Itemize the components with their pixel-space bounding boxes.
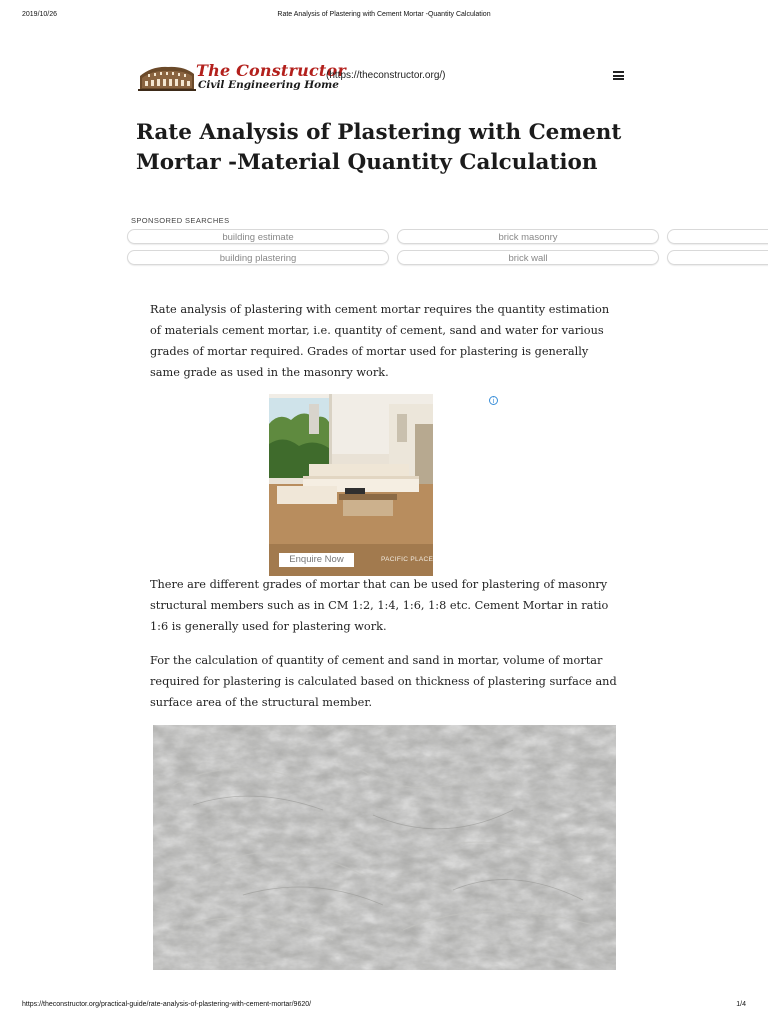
- ad-enquire-button[interactable]: Enquire Now: [279, 553, 354, 567]
- sponsored-chip-building-estimate[interactable]: building estimate: [127, 229, 389, 244]
- ad-living-room-photo: [269, 394, 433, 576]
- logo-tagline: Civil Engineering Home: [198, 79, 339, 91]
- print-header: [0, 11, 768, 23]
- site-url-link[interactable]: (https://theconstructor.org/): [326, 70, 446, 81]
- plaster-texture-image: [153, 725, 616, 970]
- article-paragraph: For the calculation of quantity of cement and sand in mortar, volume of mortar required for plastering is calculated based on thickness of plastering surface and surface area of the structural member.: [150, 654, 617, 709]
- print-date: 2019/10/26: [22, 11, 58, 18]
- print-footer: [0, 1001, 768, 1013]
- article-paragraph: Rate analysis of plastering with cement mortar requires the quantity estimation of materials cement mortar, i.e. quantity of cement, sand and water for various grades of mortar required. Grades of mortar used for plastering is generally same grade as used in the masonry work.: [150, 303, 610, 379]
- hamburger-menu-icon[interactable]: [613, 71, 624, 80]
- sponsored-chip-brick-wall[interactable]: brick wall: [397, 250, 659, 265]
- info-icon[interactable]: i: [489, 396, 498, 405]
- print-footer-url: https://theconstructor.org/practical-guide/rate-analysis-of-plastering-with-cement-mortar/9620/: [22, 1001, 312, 1008]
- ad-blank-area: [433, 394, 500, 576]
- ad-brand-name: PACIFIC PLACE: [381, 556, 434, 563]
- article-paragraph: There are different grades of mortar that can be used for plastering of masonry structural members such as in CM 1:2, 1:4, 1:6, 1:8 etc. Cement Mortar in ratio 1:6 is generally used for plastering work.: [150, 578, 609, 633]
- site-logo[interactable]: [138, 60, 347, 96]
- sponsored-label: SPONSORED SEARCHES: [131, 216, 230, 225]
- page-title: Rate Analysis of Plastering with Cement Mortar -Material Quantity Calculation: [136, 120, 622, 175]
- sponsored-chip-partial[interactable]: [667, 250, 768, 265]
- print-page-number: 1/4: [736, 1001, 746, 1008]
- logo-name: The Constructor: [196, 61, 347, 80]
- sponsored-chip-partial[interactable]: [667, 229, 768, 244]
- print-header-title: Rate Analysis of Plastering with Cement Mortar -Quantity Calculation: [277, 11, 491, 18]
- sponsored-chip-building-plastering[interactable]: building plastering: [127, 250, 389, 265]
- advertisement[interactable]: [269, 394, 500, 576]
- colosseum-logo-icon: [138, 62, 196, 92]
- sponsored-chip-brick-masonry[interactable]: brick masonry: [397, 229, 659, 244]
